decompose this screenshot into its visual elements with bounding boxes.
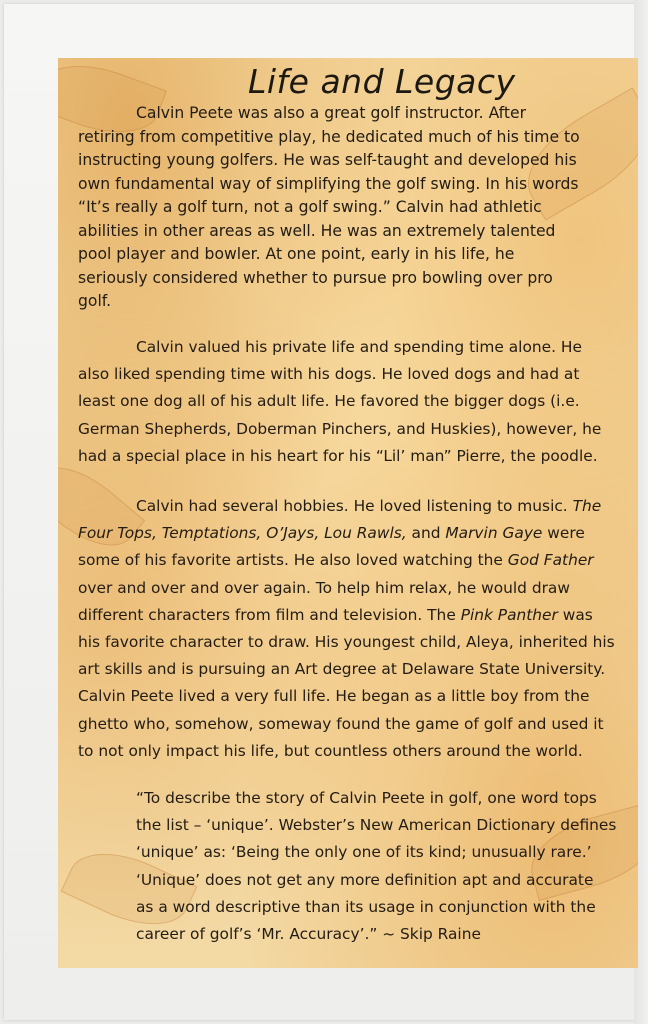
text-line: retiring from competitive play, he dedicated much of his time to (78, 127, 580, 146)
text-line: golf. (78, 292, 112, 310)
text-line: pool player and bowler. At one point, early in his life, he (78, 245, 515, 263)
text-line: instructing young golfers. He was self-taught and developed his (78, 151, 577, 169)
text-line: own fundamental way of simplifying the golf swing. In his words (78, 174, 579, 193)
paragraph-instructor (78, 102, 638, 314)
quote-line: as a word descriptive than its usage in conjunction with the (136, 897, 596, 916)
page-title: Life and Legacy (248, 62, 516, 101)
text-line: art skills and is pursuing an Art degree at Delaware State University. (78, 660, 606, 679)
text-line: Calvin Peete lived a very full life. He began as a little boy from the (78, 687, 590, 706)
quote-block (136, 785, 636, 948)
text-line: German Shepherds, Doberman Pinchers, and Huskies), however, he (78, 419, 602, 438)
text-line: different characters from film and television. The Pink Panther was (78, 605, 593, 624)
text-line: his favorite character to draw. His youngest child, Aleya, inherited his (78, 633, 615, 652)
text-line: ghetto who, somehow, someway found the game of golf and used it (78, 714, 604, 733)
quote-line: career of golf’s ‘Mr. Accuracy’.” ~ Skip Raine (136, 925, 481, 944)
text-line: Calvin Peete was also a great golf instructor. After (136, 104, 527, 122)
quote-line: ‘unique’ as: ‘Being the only one of its kind; unusually rare.’ (136, 843, 592, 862)
quote-line: ‘Unique’ does not get any more definition apt and accurate (136, 870, 594, 889)
text-line: to not only impact his life, but countless others around the world. (78, 741, 583, 760)
article-panel (58, 58, 638, 968)
text-line: “It’s really a golf turn, not a golf swing.” Calvin had athletic (78, 198, 542, 216)
text-line: over and over and over again. To help him relax, he would draw (78, 578, 570, 597)
quote-line: the list – ‘unique’. Webster’s New American Dictionary defines (136, 816, 617, 835)
text-line: also liked spending time with his dogs. He loved dogs and had at (78, 365, 580, 384)
text-line: some of his favorite artists. He also loved watching the God Father (78, 551, 594, 570)
text-line: Calvin valued his private life and spending time alone. He (136, 338, 582, 356)
paragraph-private-life (78, 334, 638, 470)
text-line: least one dog all of his adult life. He favored the bigger dogs (i.e. (78, 392, 580, 411)
text-line: abilities in other areas as well. He was an extremely talented (78, 221, 556, 240)
paragraph-hobbies (78, 493, 638, 765)
text-line: Four Tops, Temptations, O’Jays, Lou Rawls, and Marvin Gaye were (78, 524, 585, 543)
quote-line: “To describe the story of Calvin Peete in golf, one word tops (136, 789, 597, 807)
text-line: seriously considered whether to pursue pro bowling over pro (78, 268, 553, 287)
text-line: had a special place in his heart for his “Lil’ man” Pierre, the poodle. (78, 446, 598, 465)
text-line: Calvin had several hobbies. He loved listening to music. The (136, 497, 602, 515)
